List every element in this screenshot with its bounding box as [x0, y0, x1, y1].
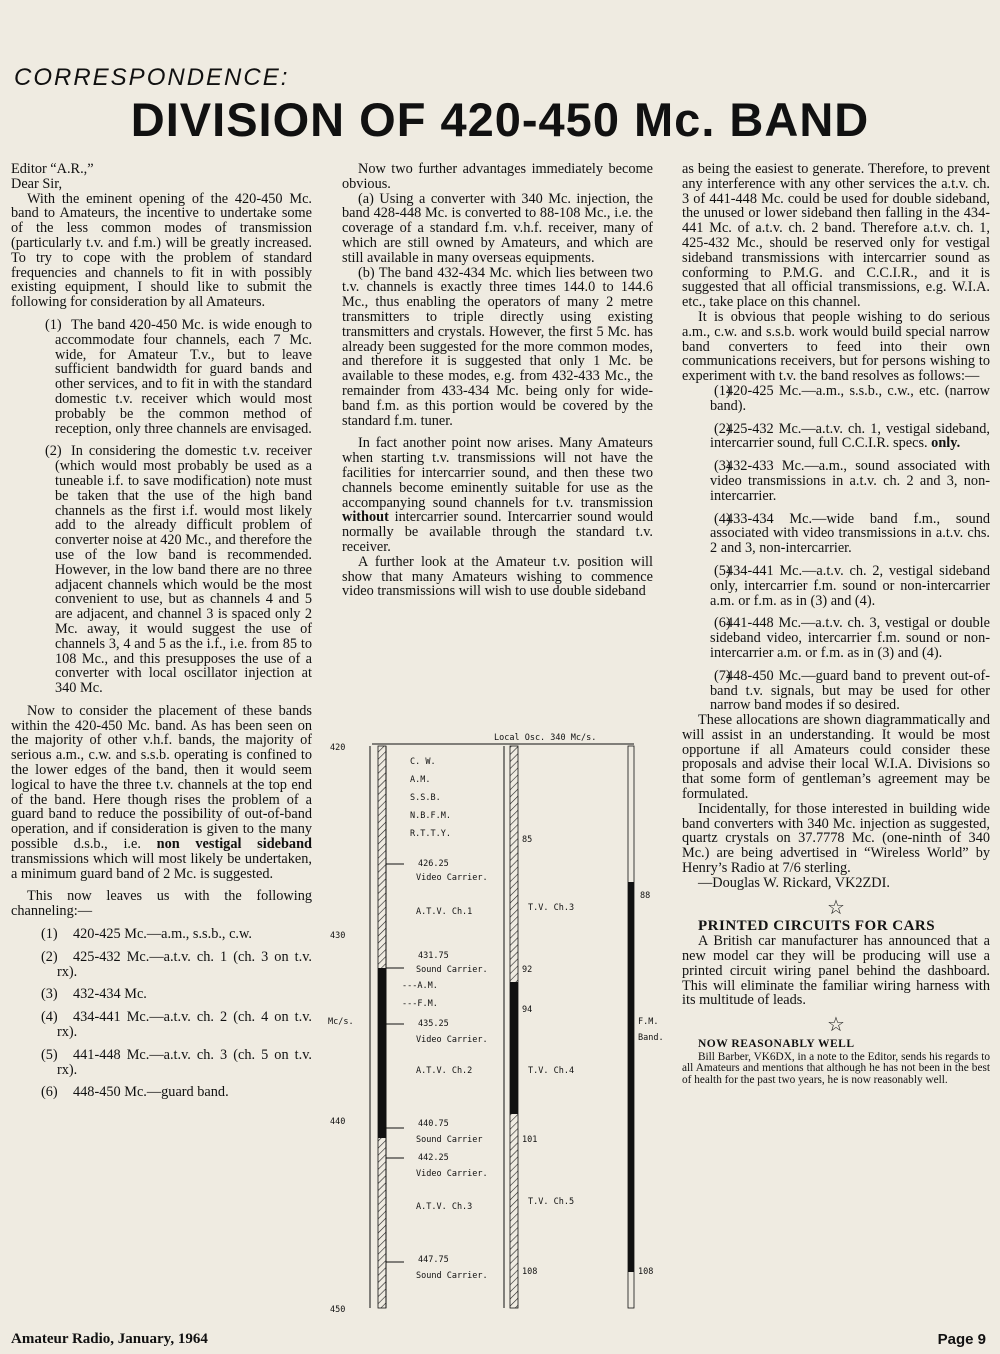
left-tick-450: 450 — [330, 1305, 346, 1313]
left-tick-420: 420 — [330, 743, 346, 753]
point-arises-text-1: In fact another point now arises. Many Amateurs when starting t.v. transmissions will not have the facilities for intercarrier sound, and then these two channels become eminently suitable for use as the accompanying sound channels for t.v. transmission — [342, 435, 653, 511]
channel-2-number: (2) — [41, 948, 58, 965]
resolve-4-number: (4) — [714, 510, 731, 527]
label-video-1: Video Carrier. — [416, 873, 488, 883]
point-1 — [11, 318, 312, 436]
tv-channel-labels — [528, 903, 574, 1207]
label-ssb: S.S.B. — [410, 793, 441, 803]
label-atv3: A.T.V. Ch.3 — [416, 1202, 473, 1212]
label-fm-line: ---F.M. — [402, 999, 438, 1009]
label-435: 435.25 — [418, 1019, 449, 1029]
resolve-3 — [682, 459, 990, 503]
resolve-5-number: (5) — [714, 562, 731, 579]
channel-5-number: (5) — [41, 1046, 58, 1063]
advantages-intro: Now two further advantages immediately become obvious. — [342, 161, 653, 192]
label-am: A.M. — [410, 775, 431, 785]
channel-4 — [11, 1010, 312, 1040]
left-axis — [328, 743, 370, 1313]
fm-tick-88: 88 — [640, 891, 651, 901]
footer-publication: Amateur Radio, January, 1964 — [11, 1331, 208, 1347]
left-tick-430: 430 — [330, 931, 346, 941]
channel-4-text: 434-441 Mc.—a.t.v. ch. 2 (ch. 4 on t.v. rx). — [57, 1009, 312, 1041]
left-axis-label: Mc/s. — [328, 1017, 354, 1027]
fm-tick-108: 108 — [638, 1267, 654, 1277]
resolve-1-text: 420-425 Mc.—a.m., s.s.b., c.w., etc. (narrow band). — [710, 382, 990, 414]
solid-band-strip — [378, 968, 386, 1138]
resolve-5-text: 434-441 Mc.—a.t.v. ch. 2, vestigal sideband only, intercarrier f.m. sound or non-intercarrier a.m. or f.m. as in (3) and (4). — [710, 562, 990, 609]
point-2 — [11, 444, 312, 696]
if-tick-85: 85 — [522, 835, 533, 845]
fm-label-2: Band. — [638, 1033, 664, 1043]
left-tick-440: 440 — [330, 1117, 346, 1127]
article-headline: DIVISION OF 420-450 Mc. BAND — [130, 93, 870, 146]
if-tick-108: 108 — [522, 1267, 538, 1277]
reasonably-well-body: Bill Barber, VK6DX, in a note to the Editor, sends his regards to all Amateurs and mentions that although he has not been in the best of health for the past two years, he is now reasonably well. — [682, 1050, 990, 1087]
resolve-4-text: 433-434 Mc.—wide band f.m., sound associated with video transmissions in a.t.v. chs. 2 and 3, non-intercarrier. — [710, 510, 990, 557]
label-video-3: Video Carrier. — [416, 1169, 488, 1179]
label-sound-3: Sound Carrier. — [416, 1271, 488, 1281]
intro-paragraph: With the eminent opening of the 420-450 Mc. band to Amateurs, the incentive to undertake some of the less common modes of transmission (particularly t.v. and f.m.) will be greatly increased. To try to cope with the problem of standard frequencies and channels to fit in with possibly existing equipment, I should like to submit the following for consideration by all Amateurs. — [11, 190, 312, 311]
label-sound-1: Sound Carrier. — [416, 965, 488, 975]
point-arises-paragraph — [342, 436, 653, 554]
channel-5 — [11, 1048, 312, 1078]
channeling-intro: This now leaves us with the following channeling:— — [11, 888, 312, 920]
tv-ch5-label: T.V. Ch.5 — [528, 1197, 575, 1207]
label-440: 440.75 — [418, 1119, 449, 1129]
resolve-4 — [682, 512, 990, 556]
channel-6-text: 448-450 Mc.—guard band. — [73, 1084, 229, 1101]
if-ticks — [522, 835, 537, 1277]
resolve-2-bold: only. — [931, 435, 961, 452]
resolve-3-number: (3) — [714, 458, 731, 475]
channel-2 — [11, 950, 312, 980]
label-rtty: R.T.T.Y. — [410, 829, 451, 839]
label-426: 426.25 — [418, 859, 449, 869]
channel-1-text: 420-425 Mc.—a.m., s.s.b., c.w. — [73, 926, 252, 943]
printed-circuits-body: A British car manufacturer has announced that a new model car they will be producing will use a printed circuit wiring panel behind the dashboard. This will eliminate the familiar wiring harness with its multitude of leads. — [682, 933, 990, 1009]
placement-text-2: transmissions which will most likely be undertaken, a minimum guard band of 2 Mc. is suggested. — [11, 850, 312, 882]
column-2 — [342, 162, 653, 599]
resolve-2 — [682, 422, 990, 452]
point-arises-text-2: intercarrier sound. Intercarrier sound would normally be available through the standard t.v. receiver. — [342, 509, 653, 555]
salutation-dear-sir: Dear Sir, — [11, 175, 63, 192]
channel-3-number: (3) — [41, 986, 58, 1003]
column-3 — [682, 162, 990, 1087]
channel-1 — [11, 927, 312, 942]
resolve-1 — [682, 384, 990, 414]
label-cw: C. W. — [410, 757, 436, 767]
incidentally-paragraph: Incidentally, for those interested in building wide band converters with 340 Mc. injection as suggested, quartz crystals on 37.7778 Mc. (one-ninth of 340 Mc.) are being advertised in “Wireless World” by Henry’s Radio at 7/6 sterling. — [682, 800, 990, 877]
tv-ch3-label: T.V. Ch.3 — [528, 903, 575, 913]
label-am-line: ---A.M. — [402, 981, 438, 991]
point-1-number: (1) — [45, 316, 62, 333]
printed-circuits-heading: PRINTED CIRCUITS FOR CARS — [698, 918, 936, 935]
resolve-7-number: (7) — [714, 667, 731, 684]
channel-3-text: 432-434 Mc. — [73, 986, 147, 1003]
signature: —Douglas W. Rickard, VK2ZDI. — [698, 874, 890, 891]
fm-band-solid — [628, 882, 634, 1272]
obvious-paragraph: It is obvious that people wishing to do serious a.m., c.w. and s.s.b. work would build special narrow band converters to feed into their own communications receivers, but for persons wishing to experiment with t.v. the band resolves as follows:— — [682, 308, 990, 385]
advantage-b: (b) The band 432-434 Mc. which lies between two t.v. channels is exactly three times 144.0 to 144.6 Mc., thus enabling the operators of many 2 metre transmitters to triple directly using existing transmitters and crystals. However, the first 5 Mc. has already been suggested for the more common modes, and therefore it is suggested that only 1 Mc. be available to these modes, e.g. from 432-433 Mc., the remainder from 433-434 Mc. being only for wide-band f.m. as this portion would be covered by the standard f.m. tuner. — [342, 264, 653, 429]
salutation-editor: Editor “A.R.,” — [11, 161, 94, 177]
if-tick-101: 101 — [522, 1135, 538, 1145]
allocations-paragraph: These allocations are shown diagrammatically and will assist in an understanding. It would be most opportune if all Amateurs could consider these proposals and advise their local W.I.A. Divisions so that some form of gentleman’s agreement may be formulated. — [682, 712, 990, 803]
point-arises-bold: without — [342, 509, 389, 526]
band-labels — [386, 757, 488, 1281]
resolve-6 — [682, 616, 990, 660]
point-2-number: (2) — [45, 443, 62, 460]
resolve-1-number: (1) — [714, 382, 731, 399]
resolve-6-number: (6) — [714, 615, 731, 632]
star-divider-2: ☆ — [827, 1014, 845, 1037]
band-allocation-diagram — [324, 728, 664, 1313]
channel-1-number: (1) — [41, 926, 58, 943]
label-sound-2: Sound Carrier — [416, 1135, 483, 1145]
label-nbfm: N.B.F.M. — [410, 811, 451, 821]
channel-6-number: (6) — [41, 1084, 58, 1101]
star-divider-1: ☆ — [827, 896, 845, 919]
label-atv2: A.T.V. Ch.2 — [416, 1066, 473, 1076]
column-1 — [11, 162, 312, 1100]
channel-5-text: 441-448 Mc.—a.t.v. ch. 3 (ch. 5 on t.v. rx). — [57, 1046, 312, 1078]
label-video-2: Video Carrier. — [416, 1035, 488, 1045]
placement-bold: non vestigal sideband — [156, 836, 312, 853]
resolve-2-text: 425-432 Mc.—a.t.v. ch. 1, vestigal sideband, intercarrier sound, full C.C.I.R. specs. — [710, 420, 990, 452]
advantage-a: (a) Using a converter with 340 Mc. injection, the band 428-448 Mc. is converted to 88-108 Mc., i.e. the coverage of a standard f.m. v.h.f. receiver, many of which are still owned by Amateurs, and which are still available in many overseas equipments. — [342, 190, 653, 266]
col3-continuation: as being the easiest to generate. Therefore, to prevent any interference with any other services the a.t.v. ch. 3 of 441-448 Mc. could be used for double sideband, the unused or lower sideband then falling in the 434-441 Mc. of a.t.v. ch. 2 band. Therefore a.t.v. ch. 1, 425-432 Mc., should be reserved only for vestigal sideband transmissions with intercarrier sound as conforming to P.M.G. and C.C.I.R., and it is suggested that all official transmissions, e.g. W.I.A. etc., take place on this channel. — [682, 161, 990, 311]
resolve-2-number: (2) — [714, 420, 731, 437]
if-tick-92: 92 — [522, 965, 533, 975]
fm-label-1: F.M. — [638, 1017, 659, 1027]
if-tick-94: 94 — [522, 1005, 533, 1015]
reasonably-well-heading: NOW REASONABLY WELL — [698, 1038, 855, 1051]
tv-ch4-label: T.V. Ch.4 — [528, 1066, 575, 1076]
resolve-3-text: 432-433 Mc.—a.m., sound associated with video transmissions in a.t.v. ch. 2 and 3, non-intercarrier. — [710, 458, 990, 504]
diagram-header: Local Osc. 340 Mc/s. — [494, 733, 597, 743]
point-1-text: The band 420-450 Mc. is wide enough to accommodate four channels, each 7 Mc. wide, for Amateur T.v., but to leave sufficient bandwidth for guard bands and other services, and to fit in with the standard domestic t.v. receiver which would most probably be the common method of reception, only three channels are envisaged. — [55, 316, 312, 437]
label-447: 447.75 — [418, 1255, 449, 1265]
label-431: 431.75 — [418, 951, 449, 961]
point-2-text: In considering the domestic t.v. receiver (which would most probably be used as a tuneable i.f. to save modification) note must be taken that the use of the high band channels as the first i.f. would most likely add to the already difficult problem of converter noise at 420 Mc., and therefore the use of the low band is recommended. However, in the low band there are no three adjacent channels which would be the most convenient to use, but as channels 4 and 5 are adjacent, and channel 3 is spaced only 2 Mc. away, it would suggest the use of channels 3, 4 and 5 as the i.f., i.e. from 85 to 108 Mc., and this presupposes the use of a converter with local oscillator injection at 340 Mc. — [55, 443, 312, 697]
channel-2-text: 425-432 Mc.—a.t.v. ch. 1 (ch. 3 on t.v. rx). — [57, 948, 312, 980]
label-atv1: A.T.V. Ch.1 — [416, 907, 473, 917]
label-442: 442.25 — [418, 1153, 449, 1163]
footer-page-number: Page 9 — [937, 1331, 986, 1348]
resolve-7 — [682, 669, 990, 713]
channel-6 — [11, 1085, 312, 1100]
resolve-5 — [682, 564, 990, 608]
channel-4-number: (4) — [41, 1009, 58, 1026]
resolve-7-text: 448-450 Mc.—guard band to prevent out-of-band t.v. signals, but may be used for other narrow band modes if so desired. — [710, 667, 990, 714]
placement-text-1: Now to consider the placement of these bands within the 420-450 Mc. band. As has been seen on the majority of other v.h.f. bands, the majority of serious a.m., c.w. and s.s.b. operating is confined to the lower edges of the band, then it would seem logical to have the three t.v. channels at the top end of the band. Here though rises the problem of a guard band to reduce the possibility of out-of-band operation, and if consideration is given to the many possible d.s.b., i.e. — [11, 702, 312, 853]
further-look-paragraph: A further look at the Amateur t.v. position will show that many Amateurs wishing to commence video transmissions will wish to use double sideband — [342, 553, 653, 600]
resolve-6-text: 441-448 Mc.—a.t.v. ch. 3, vestigal or double sideband video, intercarrier f.m. sound or non-intercarrier a.m. or f.m. as in (3) and (4). — [710, 615, 990, 661]
channel-3 — [11, 987, 312, 1002]
placement-paragraph — [11, 704, 312, 882]
if-solid-strip — [510, 982, 518, 1114]
section-kicker: CORRESPONDENCE: — [14, 64, 290, 91]
